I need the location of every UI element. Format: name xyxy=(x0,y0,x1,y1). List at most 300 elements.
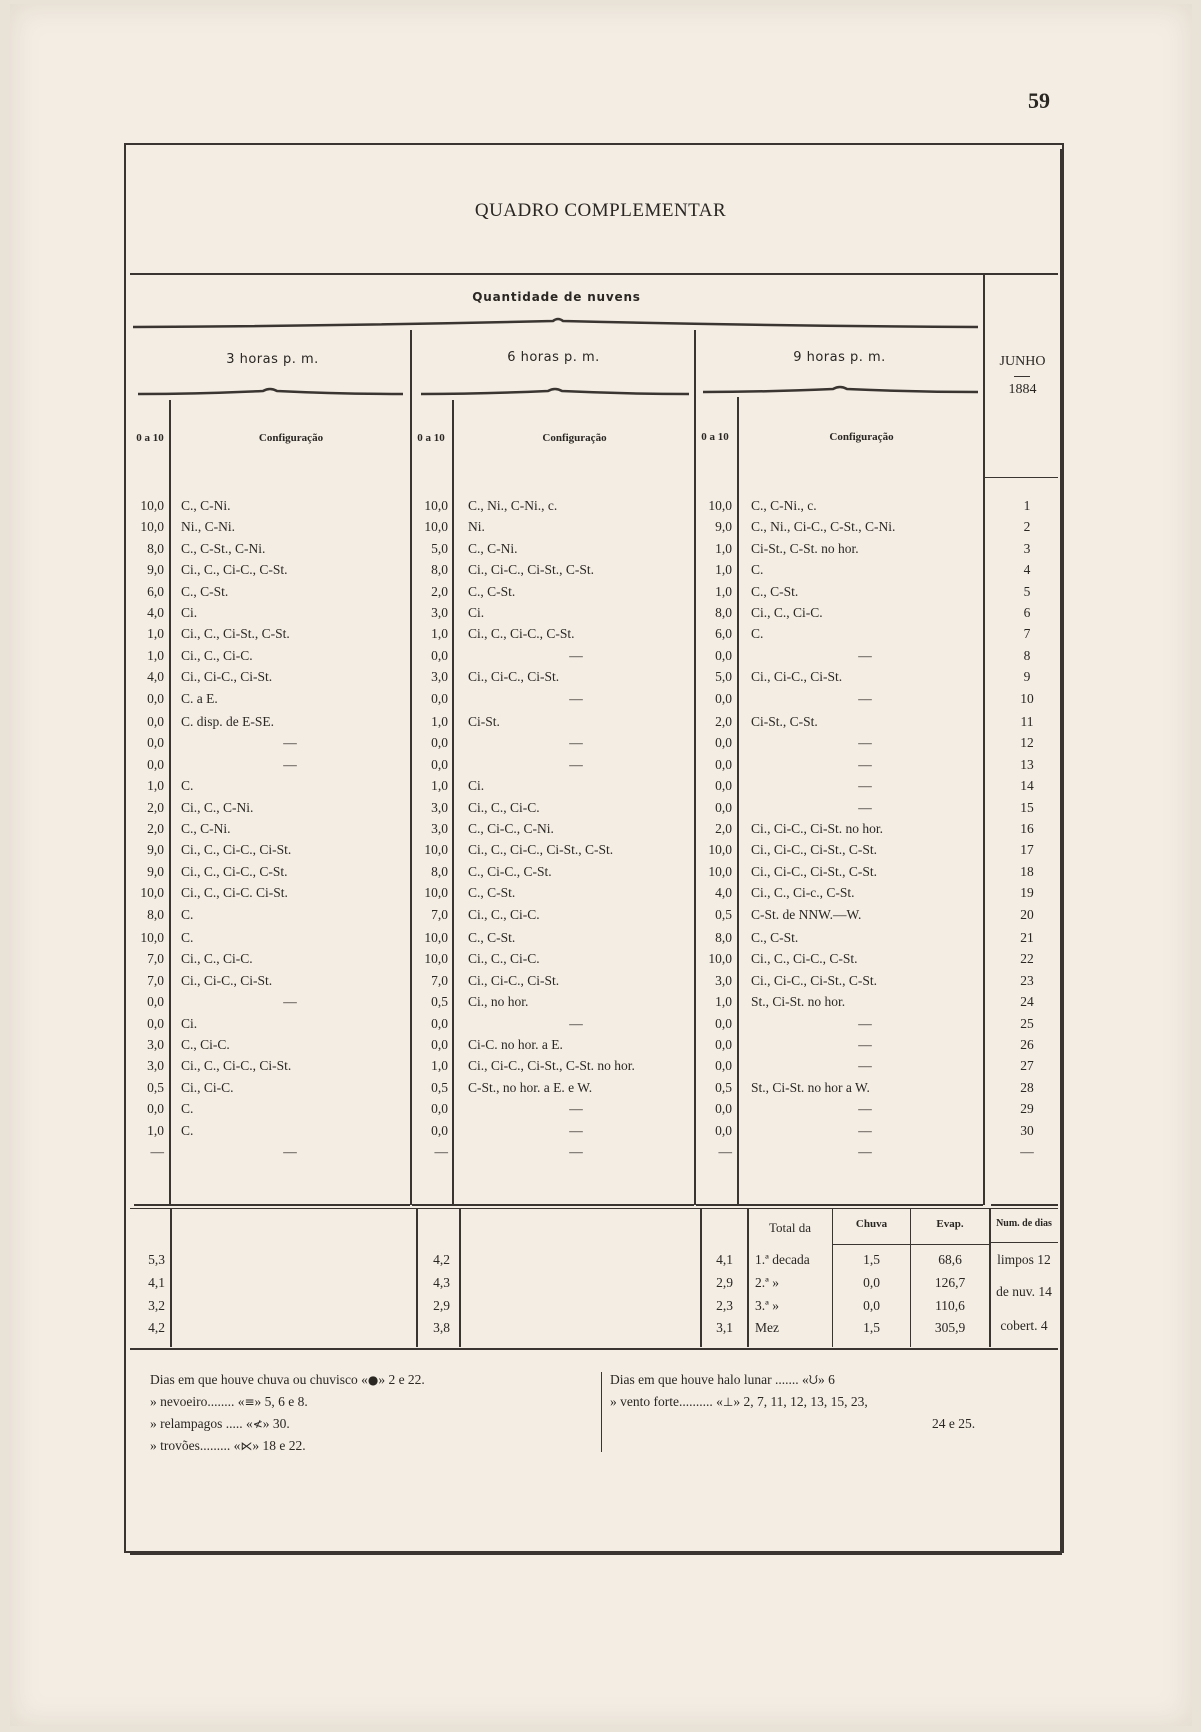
cloud-config-9pm: Ci., Ci-C., Ci-St. xyxy=(751,669,843,684)
cloud-amount-9pm: 10,0 xyxy=(708,842,732,857)
cloud-config-3pm: C. xyxy=(181,1123,194,1138)
day-number: 25 xyxy=(1020,1016,1034,1031)
summary-rule-double xyxy=(130,1208,1058,1209)
evap-total: 305,9 xyxy=(934,1320,966,1335)
summary-rule-6pm xyxy=(412,1204,694,1206)
mean-6pm: 4,2 xyxy=(433,1252,450,1267)
cloud-config-9pm: — xyxy=(858,800,872,815)
cloud-config-9pm: Ci., C., Ci-c., C-St. xyxy=(751,885,855,900)
cloud-config-9pm: C., C-St. xyxy=(751,930,799,945)
cloud-amount-9pm: 0,0 xyxy=(715,757,732,772)
cloud-amount-9pm: 0,0 xyxy=(715,1016,732,1031)
cloud-amount-3pm: 10,0 xyxy=(140,885,164,900)
cloud-config-6pm: Ci., C., Ci-C. xyxy=(468,907,540,922)
cloud-config-9pm: — xyxy=(858,778,872,793)
days-cloudy: de nuv. 14 xyxy=(996,1284,1052,1299)
evap-total: 126,7 xyxy=(934,1275,966,1290)
cloud-amount-9pm: 0,0 xyxy=(715,735,732,750)
cloud-config-9pm: Ci., C., Ci-C. xyxy=(751,605,823,620)
col-scale-6pm: 0 a 10 xyxy=(417,432,445,444)
cloud-config-6pm: — xyxy=(569,1144,583,1159)
footnote-divider xyxy=(601,1372,602,1452)
col-divider-3pm xyxy=(169,400,171,1205)
footnote-days: » 5, 6 e 8. xyxy=(254,1394,308,1409)
day-number: 6 xyxy=(1023,605,1031,620)
cloud-amount-3pm: 3,0 xyxy=(147,1037,164,1052)
cloud-amount-9pm: 0,5 xyxy=(715,1080,732,1095)
cloud-config-6pm: — xyxy=(569,1101,583,1116)
cloud-config-6pm: Ci., C., Ci-C., C-St. xyxy=(468,626,575,641)
cloud-amount-6pm: 0,0 xyxy=(431,1123,448,1138)
cloud-amount-9pm: 10,0 xyxy=(708,498,732,513)
cloud-config-3pm: Ci., Ci-C. xyxy=(181,1080,234,1095)
cloud-amount-9pm: 0,5 xyxy=(715,907,732,922)
cloud-config-3pm: — xyxy=(283,1144,297,1159)
cloud-config-3pm: Ci., C., Ci-C., Ci-St. xyxy=(181,842,292,857)
cloud-config-3pm: Ni., C-Ni. xyxy=(181,519,235,534)
day-number: 3 xyxy=(1023,541,1031,556)
cloud-config-9pm: C., C-Ni., c. xyxy=(751,498,817,513)
day-number: — xyxy=(1020,1144,1034,1159)
day-number: 16 xyxy=(1020,821,1034,836)
cloud-amount-3pm: 0,0 xyxy=(147,714,164,729)
cloud-amount-9pm: 0,0 xyxy=(715,648,732,663)
mean-9pm: 4,1 xyxy=(716,1252,733,1267)
day-number: 9 xyxy=(1023,669,1031,684)
footnote-text: » vento forte.......... « xyxy=(610,1394,723,1409)
cloud-config-6pm: C., C-St. xyxy=(468,930,516,945)
cloud-amount-9pm: 1,0 xyxy=(715,584,732,599)
cloud-config-9pm: — xyxy=(858,757,872,772)
cloud-config-3pm: Ci., Ci-C., Ci-St. xyxy=(181,973,273,988)
day-number: 30 xyxy=(1020,1123,1034,1138)
month-header-rule xyxy=(985,477,1058,478)
cloud-amount-6pm: 10,0 xyxy=(424,842,448,857)
col-config-9pm: Configuração xyxy=(829,431,894,443)
cloud-config-6pm: Ci., C., Ci-C., Ci-St., C-St. xyxy=(468,842,614,857)
cloud-config-3pm: Ci., C., Ci-C., Ci-St. xyxy=(181,1058,292,1073)
month-underline xyxy=(1014,376,1030,377)
cloud-amount-9pm: 1,0 xyxy=(715,994,732,1009)
cloud-config-9pm: — xyxy=(858,1123,872,1138)
mean-6pm: 3,8 xyxy=(433,1320,450,1335)
footnote-line xyxy=(150,1416,290,1432)
cloud-amount-6pm: 1,0 xyxy=(431,1058,448,1073)
cloud-amount-6pm: 8,0 xyxy=(431,562,448,577)
cloud-config-6pm: C., Ci-C., C-Ni. xyxy=(468,821,554,836)
cloud-config-3pm: C. xyxy=(181,778,194,793)
day-number: 18 xyxy=(1020,864,1034,879)
day-number: 14 xyxy=(1020,778,1034,793)
cloud-amount-6pm: 10,0 xyxy=(424,930,448,945)
cloud-config-3pm: C., C-St. xyxy=(181,584,229,599)
footnote-days: » 2, 7, 11, 12, 13, 15, 23, xyxy=(733,1394,868,1409)
footnote-rule xyxy=(130,1348,1058,1350)
cloud-amount-6pm: 8,0 xyxy=(431,864,448,879)
cloud-config-6pm: C., C-St. xyxy=(468,885,516,900)
day-number: 19 xyxy=(1020,885,1034,900)
cloud-amount-3pm: 9,0 xyxy=(147,842,164,857)
cloud-amount-9pm: 0,0 xyxy=(715,778,732,793)
cloud-config-6pm: Ci., Ci-C., Ci-St. xyxy=(468,669,560,684)
cloud-config-9pm: Ci., Ci-C., Ci-St., C-St. xyxy=(751,864,878,879)
mean-9pm: 3,1 xyxy=(716,1320,733,1335)
cloud-amount-6pm: 7,0 xyxy=(431,907,448,922)
cloud-config-6pm: Ci., C., Ci-C. xyxy=(468,800,540,815)
cloud-amount-6pm: 10,0 xyxy=(424,951,448,966)
summary-header-days: Num. de dias xyxy=(996,1218,1052,1229)
day-number: 26 xyxy=(1020,1037,1034,1052)
cloud-amount-3pm: 4,0 xyxy=(147,605,164,620)
cloud-amount-3pm: 0,0 xyxy=(147,994,164,1009)
cloud-amount-3pm: 8,0 xyxy=(147,541,164,556)
cloud-config-6pm: Ci., no hor. xyxy=(468,994,529,1009)
cloud-config-9pm: — xyxy=(858,1101,872,1116)
mean-3pm: 4,2 xyxy=(148,1320,165,1335)
cloud-config-6pm: C., Ci-C., C-St. xyxy=(468,864,552,879)
cloud-amount-9pm: 5,0 xyxy=(715,669,732,684)
cloud-amount-6pm: 0,0 xyxy=(431,757,448,772)
cloud-amount-9pm: 8,0 xyxy=(715,605,732,620)
cloud-amount-9pm: 1,0 xyxy=(715,562,732,577)
col-scale-9pm: 0 a 10 xyxy=(701,431,729,443)
day-number: 2 xyxy=(1023,519,1031,534)
cloud-config-9pm: Ci., C., Ci-C., C-St. xyxy=(751,951,858,966)
cloud-amount-6pm: 0,0 xyxy=(431,691,448,706)
cloud-amount-6pm: 1,0 xyxy=(431,626,448,641)
day-number: 28 xyxy=(1020,1080,1034,1095)
brace-3pm xyxy=(138,387,403,397)
cloud-amount-3pm: 0,0 xyxy=(147,735,164,750)
cloud-amount-3pm: 10,0 xyxy=(140,930,164,945)
cloud-config-3pm: Ci., Ci-C., Ci-St. xyxy=(181,669,273,684)
cloud-amount-9pm: — xyxy=(718,1144,732,1159)
time-header-6pm: 6 horas p. m. xyxy=(507,350,600,365)
cloud-amount-9pm: 9,0 xyxy=(715,519,732,534)
cloud-amount-9pm: 4,0 xyxy=(715,885,732,900)
cloud-amount-3pm: 2,0 xyxy=(147,800,164,815)
day-number: 7 xyxy=(1023,626,1031,641)
page-number: 59 xyxy=(1028,88,1050,113)
summary-header-evap: Evap. xyxy=(936,1218,964,1230)
cloud-config-6pm: C., C-St. xyxy=(468,584,516,599)
day-number: 15 xyxy=(1020,800,1034,815)
cloud-amount-6pm: 10,0 xyxy=(424,519,448,534)
cloud-config-3pm: C., C-St., C-Ni. xyxy=(181,541,266,556)
summary-div-c xyxy=(459,1209,461,1347)
cloud-amount-6pm: 7,0 xyxy=(431,973,448,988)
cloud-amount-3pm: 1,0 xyxy=(147,778,164,793)
cloud-config-6pm: Ci. xyxy=(468,778,485,793)
cloud-config-9pm: St., Ci-St. no hor a W. xyxy=(751,1080,870,1095)
cloud-amount-3pm: 6,0 xyxy=(147,584,164,599)
footnote-text: » trovões......... « xyxy=(150,1438,241,1453)
day-number: 10 xyxy=(1020,691,1034,706)
period-label: 3.ª » xyxy=(755,1298,779,1313)
summary-div-a xyxy=(170,1209,172,1347)
footnote-days: » 18 e 22. xyxy=(252,1438,306,1453)
summary-rule-3pm xyxy=(134,1204,410,1206)
month-label: JUNHO xyxy=(999,354,1046,369)
cloud-amount-6pm: 2,0 xyxy=(431,584,448,599)
mean-3pm: 4,1 xyxy=(148,1275,165,1290)
days-overcast: cobert. 4 xyxy=(1000,1318,1048,1333)
mean-3pm: 3,2 xyxy=(148,1298,165,1313)
day-number: 1 xyxy=(1023,498,1031,513)
cloud-config-9pm: — xyxy=(858,1144,872,1159)
mean-9pm: 2,9 xyxy=(716,1275,733,1290)
footnote-line xyxy=(610,1372,835,1388)
cloud-config-9pm: C-St. de NNW.—W. xyxy=(751,907,862,922)
title-divider xyxy=(130,273,1058,275)
cloud-config-3pm: C., C-Ni. xyxy=(181,498,231,513)
rain-total: 0,0 xyxy=(863,1275,880,1290)
cloud-amount-6pm: 0,0 xyxy=(431,1037,448,1052)
weather-symbol-icon: ⊥ xyxy=(722,1395,734,1409)
cloud-config-9pm: — xyxy=(858,735,872,750)
footnote-line xyxy=(610,1394,868,1410)
cloud-amount-6pm: 3,0 xyxy=(431,821,448,836)
cloud-config-6pm: C., C-Ni. xyxy=(468,541,518,556)
cloud-config-9pm: Ci-St., C-St. xyxy=(751,714,818,729)
cloud-amount-6pm: — xyxy=(434,1144,448,1159)
cloud-config-3pm: C. xyxy=(181,1101,194,1116)
cloud-amount-9pm: 10,0 xyxy=(708,864,732,879)
day-number: 4 xyxy=(1023,562,1031,577)
cloud-config-9pm: C. xyxy=(751,562,764,577)
footnote-text: Dias em que houve chuva ou chuvisco « xyxy=(150,1372,368,1387)
summary-header-rain: Chuva xyxy=(855,1218,888,1230)
period-label: 1.ª decada xyxy=(755,1252,810,1267)
weather-symbol-icon: ⋉ xyxy=(240,1439,253,1453)
footnote-days: 24 e 25. xyxy=(932,1416,976,1431)
day-number: 20 xyxy=(1020,907,1034,922)
cloud-config-6pm: — xyxy=(569,1123,583,1138)
cloud-config-9pm: C. xyxy=(751,626,764,641)
section-brace xyxy=(133,317,978,329)
cloud-config-9pm: Ci., Ci-C., Ci-St., C-St. xyxy=(751,842,878,857)
col-config-6pm: Configuração xyxy=(542,432,607,444)
footnote-text: » relampagos ..... « xyxy=(150,1416,253,1431)
day-number: 29 xyxy=(1020,1101,1034,1116)
summary-days-rule xyxy=(991,1242,1058,1243)
weather-symbol-icon: ● xyxy=(367,1373,379,1387)
cloud-amount-3pm: 9,0 xyxy=(147,562,164,577)
time-header-9pm: 9 horas p. m. xyxy=(793,350,886,365)
cloud-config-3pm: C. xyxy=(181,907,194,922)
footnote-days: » 2 e 22. xyxy=(378,1372,425,1387)
cloud-config-6pm: Ci., Ci-C., Ci-St., C-St. no hor. xyxy=(468,1058,635,1073)
cloud-amount-6pm: 0,0 xyxy=(431,735,448,750)
cloud-amount-9pm: 6,0 xyxy=(715,626,732,641)
period-label: Mez xyxy=(755,1320,779,1335)
month-column-divider xyxy=(983,275,985,1205)
cloud-amount-6pm: 0,0 xyxy=(431,648,448,663)
cloud-amount-9pm: 0,0 xyxy=(715,800,732,815)
cloud-config-6pm: — xyxy=(569,735,583,750)
year-label: 1884 xyxy=(1008,382,1037,397)
cloud-amount-3pm: 0,0 xyxy=(147,691,164,706)
footnote-line xyxy=(150,1372,425,1388)
weather-symbol-icon: ᙀ xyxy=(808,1373,818,1387)
cloud-amount-3pm: 0,0 xyxy=(147,1101,164,1116)
cloud-amount-6pm: 3,0 xyxy=(431,605,448,620)
cloud-config-6pm: Ci., Ci-C., Ci-St. xyxy=(468,973,560,988)
cloud-amount-9pm: 10,0 xyxy=(708,951,732,966)
cloud-amount-9pm: 8,0 xyxy=(715,930,732,945)
cloud-config-9pm: C., C-St. xyxy=(751,584,799,599)
footnote-text: » nevoeiro........ « xyxy=(150,1394,245,1409)
period-label: 2.ª » xyxy=(755,1275,779,1290)
summary-header-total: Total da xyxy=(768,1220,812,1235)
cloud-amount-9pm: 2,0 xyxy=(715,714,732,729)
cloud-config-6pm: Ci., Ci-C., Ci-St., C-St. xyxy=(468,562,595,577)
footnote-days: » 6 xyxy=(817,1372,835,1387)
cloud-config-9pm: — xyxy=(858,1058,872,1073)
mean-6pm: 2,9 xyxy=(433,1298,450,1313)
cloud-amount-9pm: 0,0 xyxy=(715,691,732,706)
cloud-config-6pm: — xyxy=(569,691,583,706)
cloud-amount-3pm: 2,0 xyxy=(147,821,164,836)
rain-total: 0,0 xyxy=(863,1298,880,1313)
cloud-amount-9pm: 1,0 xyxy=(715,541,732,556)
cloud-config-3pm: Ci. xyxy=(181,1016,198,1031)
cloud-config-9pm: — xyxy=(858,691,872,706)
cloud-config-3pm: Ci., C., Ci-C. xyxy=(181,951,253,966)
day-number: 21 xyxy=(1020,930,1034,945)
cloud-amount-3pm: 4,0 xyxy=(147,669,164,684)
cloud-amount-3pm: 1,0 xyxy=(147,1123,164,1138)
cloud-config-3pm: C. xyxy=(181,930,194,945)
col-config-3pm: Configuração xyxy=(258,432,324,444)
cloud-amount-9pm: 0,0 xyxy=(715,1101,732,1116)
rain-total: 1,5 xyxy=(863,1320,880,1335)
cloud-amount-6pm: 3,0 xyxy=(431,669,448,684)
cloud-amount-3pm: 3,0 xyxy=(147,1058,164,1073)
cloud-config-3pm: C., Ci-C. xyxy=(181,1037,230,1052)
footnote-line xyxy=(150,1438,306,1454)
cloud-amount-6pm: 10,0 xyxy=(424,885,448,900)
cloud-config-3pm: C., C-Ni. xyxy=(181,821,231,836)
cloud-config-3pm: C. disp. de E-SE. xyxy=(181,714,274,729)
footnote-text: Dias em que houve halo lunar ....... « xyxy=(610,1372,809,1387)
time-header-3pm: 3 horas p. m. xyxy=(226,352,319,367)
evap-total: 110,6 xyxy=(935,1298,965,1313)
cloud-amount-6pm: 3,0 xyxy=(431,800,448,815)
day-number: 8 xyxy=(1023,648,1031,663)
weather-symbol-icon: ≮ xyxy=(252,1417,263,1431)
cloud-config-6pm: — xyxy=(569,1016,583,1031)
cloud-amount-3pm: 1,0 xyxy=(147,626,164,641)
cloud-config-6pm: Ci-C. no hor. a E. xyxy=(468,1037,563,1052)
cloud-amount-6pm: 1,0 xyxy=(431,778,448,793)
day-number: 5 xyxy=(1023,584,1031,599)
cloud-config-9pm: — xyxy=(858,1037,872,1052)
cloud-config-9pm: C., Ni., Ci-C., C-St., C-Ni. xyxy=(751,519,896,534)
days-clear: limpos 12 xyxy=(997,1252,1051,1267)
cloud-amount-3pm: 0,0 xyxy=(147,1016,164,1031)
mean-6pm: 4,3 xyxy=(433,1275,450,1290)
cloud-config-6pm: — xyxy=(569,648,583,663)
day-number: 11 xyxy=(1020,714,1034,729)
cloud-config-3pm: C. a E. xyxy=(181,691,218,706)
cloud-amount-3pm: 7,0 xyxy=(147,973,164,988)
cloud-amount-3pm: 0,0 xyxy=(147,757,164,772)
mean-3pm: 5,3 xyxy=(148,1252,165,1267)
cloud-config-3pm: Ci., C., Ci-C., C-St. xyxy=(181,562,288,577)
cloud-config-6pm: C., Ni., C-Ni., c. xyxy=(468,498,558,513)
brace-6pm xyxy=(421,387,689,397)
page-title: QUADRO COMPLEMENTAR xyxy=(474,200,727,221)
day-number: 24 xyxy=(1020,994,1034,1009)
footnote-days: » 30. xyxy=(262,1416,290,1431)
cloud-config-9pm: — xyxy=(858,1016,872,1031)
cloud-amount-6pm: 0,0 xyxy=(431,1101,448,1116)
cloud-config-3pm: Ci., C., C-Ni. xyxy=(181,800,254,815)
cloud-config-9pm: Ci., Ci-C., Ci-St. no hor. xyxy=(751,821,884,836)
summary-header-rule xyxy=(833,1244,989,1245)
cloud-amount-3pm: 10,0 xyxy=(140,519,164,534)
cloud-config-3pm: Ci., C., Ci-C., C-St. xyxy=(181,864,288,879)
cloud-amount-9pm: 0,0 xyxy=(715,1058,732,1073)
weather-symbol-icon: ≡ xyxy=(244,1395,255,1409)
cloud-amount-6pm: 0,5 xyxy=(431,994,448,1009)
cloud-amount-3pm: 8,0 xyxy=(147,907,164,922)
cloud-amount-6pm: 1,0 xyxy=(431,714,448,729)
cloud-config-9pm: — xyxy=(858,648,872,663)
footnote-line xyxy=(932,1416,975,1432)
cloud-amount-6pm: 0,5 xyxy=(431,1080,448,1095)
day-number: 17 xyxy=(1020,842,1034,857)
cloud-amount-9pm: 0,0 xyxy=(715,1037,732,1052)
cloud-config-3pm: Ci. xyxy=(181,605,198,620)
cloud-amount-6pm: 10,0 xyxy=(424,498,448,513)
cloud-config-6pm: Ni. xyxy=(468,519,485,534)
cloud-amount-3pm: 1,0 xyxy=(147,648,164,663)
summary-rule-9pm xyxy=(696,1204,983,1206)
cloud-amount-3pm: 7,0 xyxy=(147,951,164,966)
cloud-config-3pm: Ci., C., Ci-C. Ci-St. xyxy=(181,885,288,900)
cloud-amount-3pm: — xyxy=(150,1144,164,1159)
day-number: 12 xyxy=(1020,735,1034,750)
cloud-config-3pm: — xyxy=(283,757,297,772)
cloud-amount-3pm: 10,0 xyxy=(140,498,164,513)
day-number: 22 xyxy=(1020,951,1034,966)
cloud-config-9pm: Ci-St., C-St. no hor. xyxy=(751,541,859,556)
cloud-config-9pm: Ci., Ci-C., Ci-St., C-St. xyxy=(751,973,878,988)
cloud-amount-9pm: 2,0 xyxy=(715,821,732,836)
cloud-config-3pm: Ci., C., Ci-C. xyxy=(181,648,253,663)
day-number: 27 xyxy=(1020,1058,1034,1073)
cloud-amount-9pm: 3,0 xyxy=(715,973,732,988)
cloud-amount-6pm: 5,0 xyxy=(431,541,448,556)
cloud-amount-9pm: 0,0 xyxy=(715,1123,732,1138)
mean-9pm: 2,3 xyxy=(716,1298,733,1313)
cloud-config-6pm: Ci., C., Ci-C. xyxy=(468,951,540,966)
day-number: 13 xyxy=(1020,757,1034,772)
col-divider-9pm xyxy=(737,397,739,1205)
cloud-config-6pm: Ci. xyxy=(468,605,485,620)
col-divider-6pm xyxy=(452,400,454,1205)
cloud-config-6pm: C-St., no hor. a E. e W. xyxy=(468,1080,593,1095)
cloud-config-6pm: Ci-St. xyxy=(468,714,500,729)
cloud-config-6pm: — xyxy=(569,757,583,772)
evap-total: 68,6 xyxy=(938,1252,962,1267)
cloud-config-3pm: — xyxy=(283,735,297,750)
cloud-amount-3pm: 9,0 xyxy=(147,864,164,879)
rain-total: 1,5 xyxy=(863,1252,880,1267)
day-number: 23 xyxy=(1020,973,1034,988)
